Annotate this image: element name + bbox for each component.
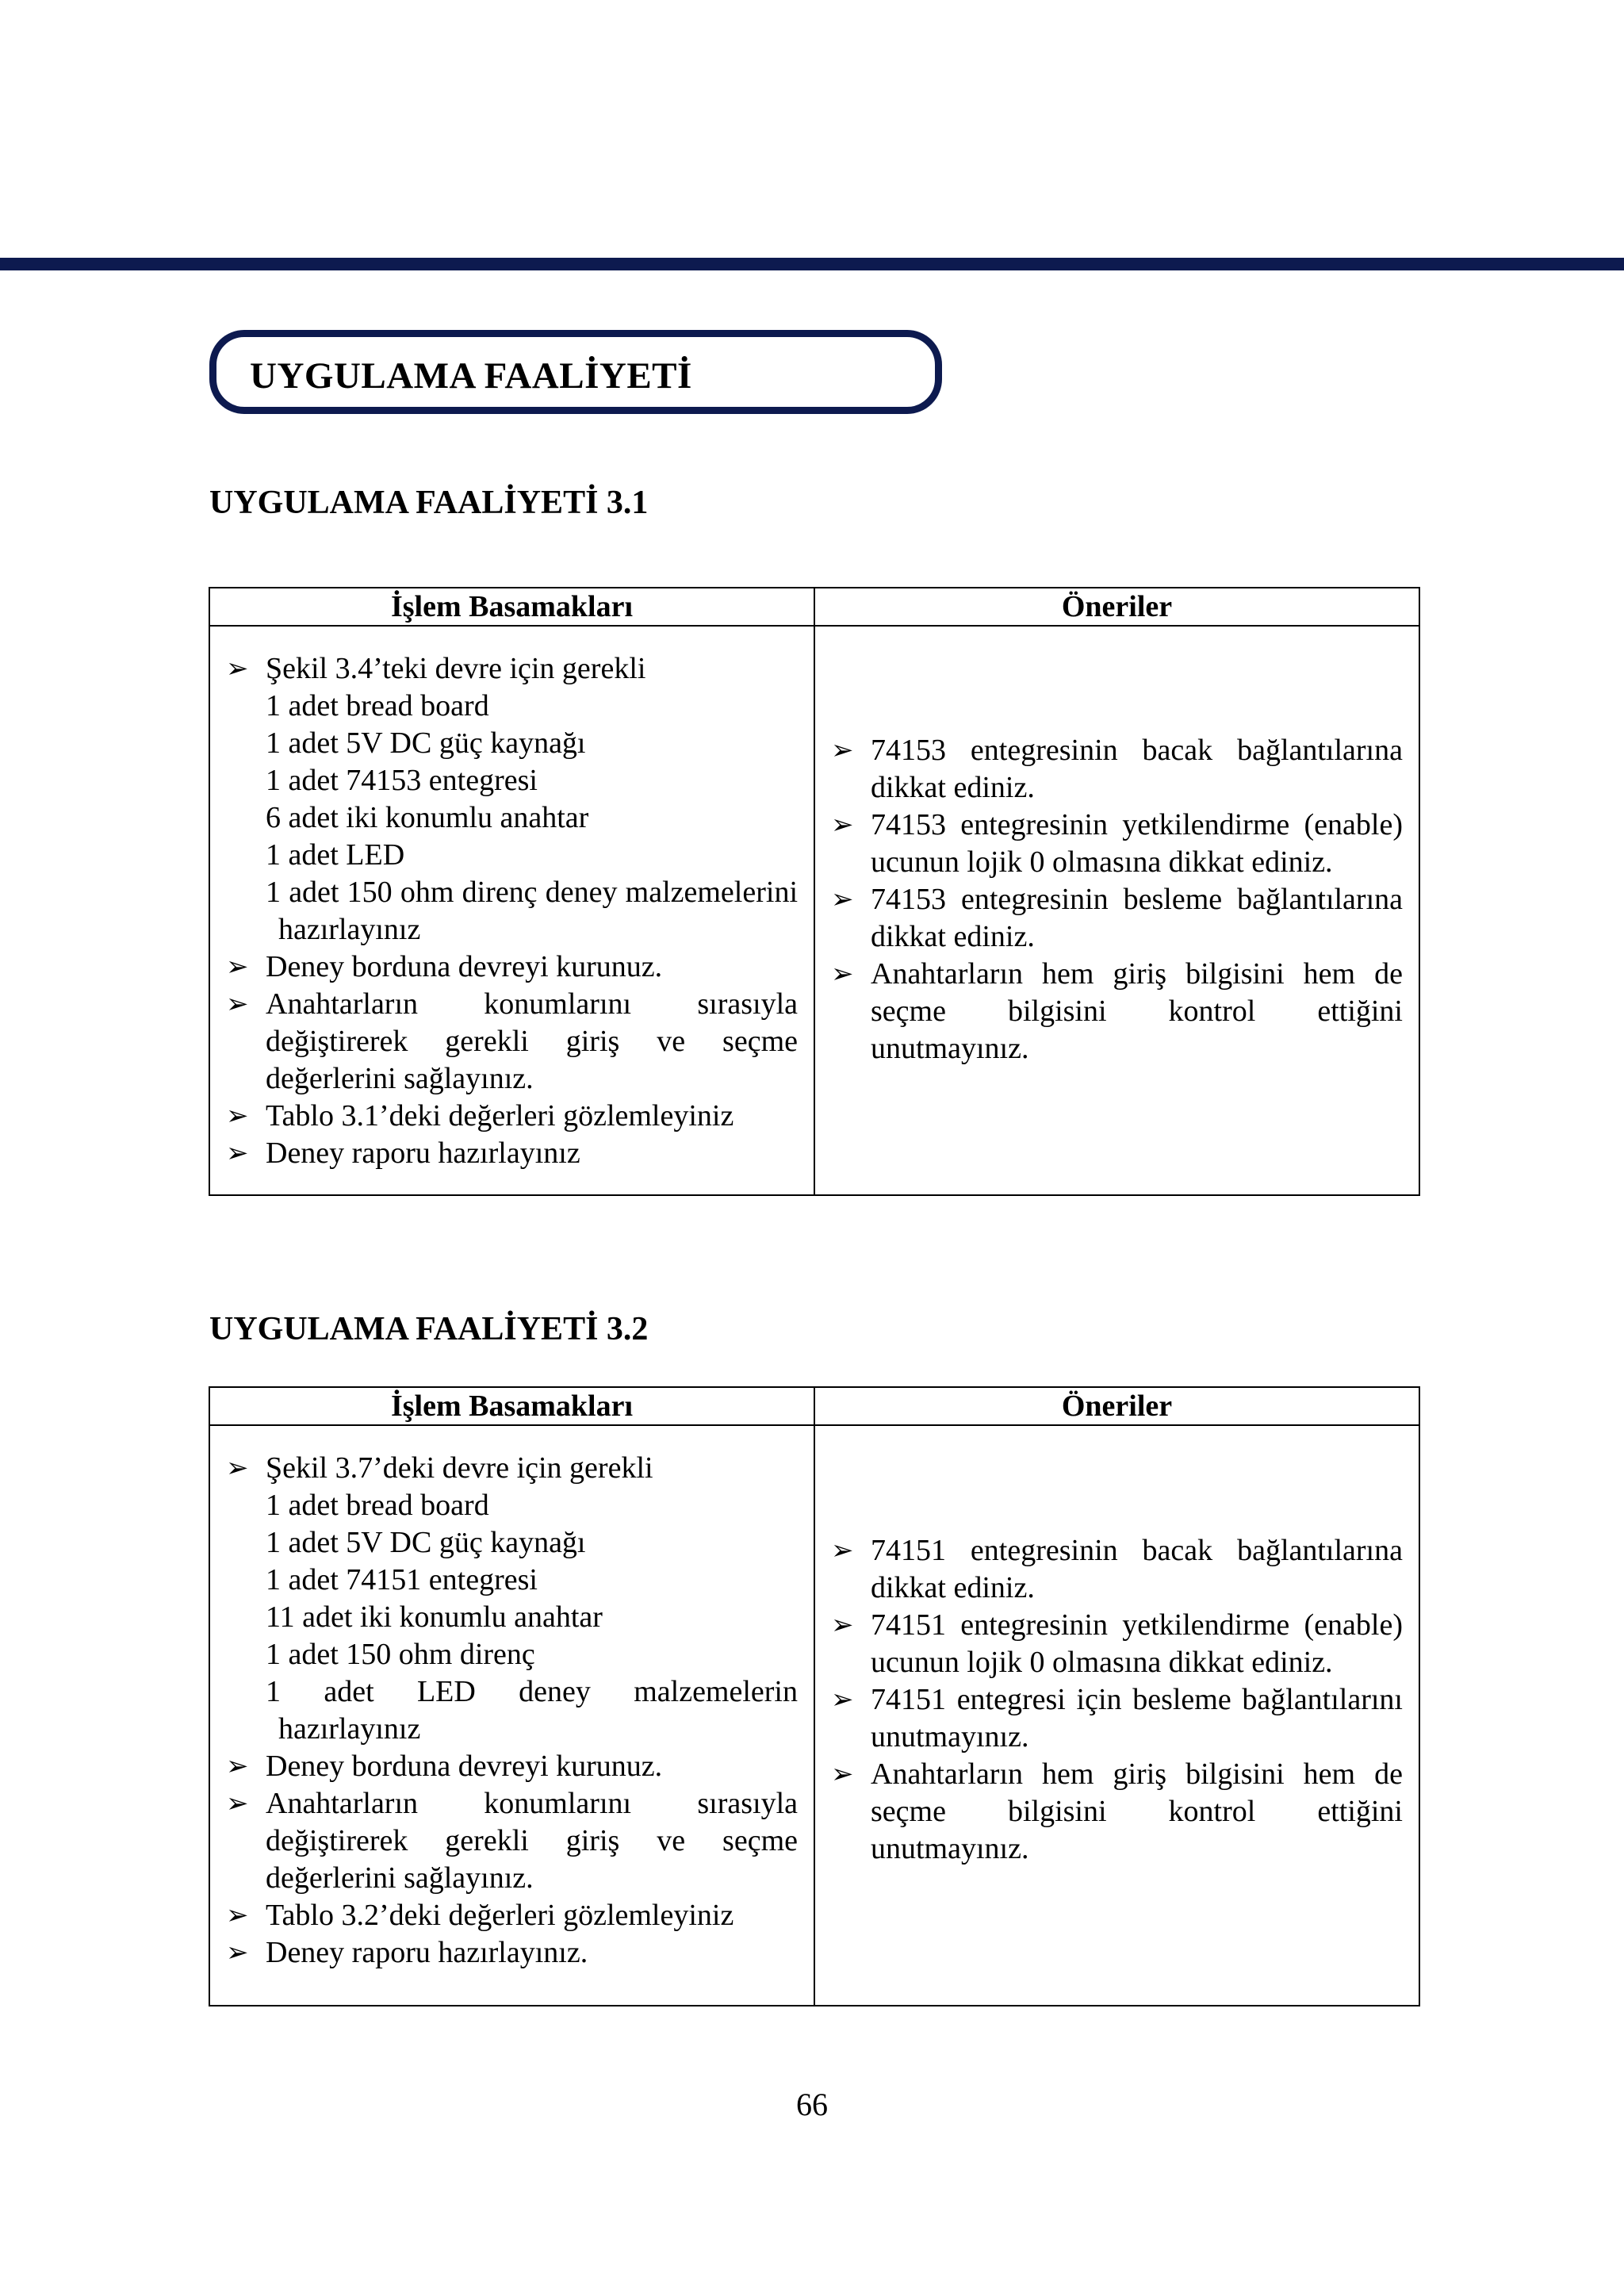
- arrowhead-bullet-icon: ➢: [226, 1139, 249, 1168]
- material-item: 1 adet 5V DC güç kaynağı: [266, 1526, 586, 1559]
- list-item: ➢ Deney raporu hazırlayınız: [226, 1135, 798, 1172]
- arrowhead-bullet-icon: ➢: [831, 959, 854, 989]
- arrowhead-bullet-icon: ➢: [226, 1938, 249, 1968]
- column-header-tips: Öneriler: [814, 588, 1419, 626]
- arrowhead-bullet-icon: ➢: [831, 884, 854, 914]
- column-header-steps: İşlem Basamakları: [209, 588, 814, 626]
- material-item: 11 adet iki konumlu anahtar: [266, 1600, 603, 1634]
- list-item: ➢ Deney borduna devreyi kurunuz.: [226, 949, 798, 986]
- arrowhead-bullet-icon: ➢: [831, 810, 854, 840]
- material-item: 6 adet iki konumlu anahtar: [266, 801, 589, 834]
- list-item: ➢ Anahtarların konumlarını sırasıyla değiştirerek gerekli giriş ve seçme değerlerini sağlayınız.: [226, 987, 798, 1095]
- arrowhead-bullet-icon: ➢: [226, 1102, 249, 1131]
- tip-item: ➢ Anahtarların hem giriş bilgisini hem de seçme bilgisini kontrol ettiğini unutmayınız.: [831, 956, 1403, 1065]
- top-rule: [0, 258, 1624, 270]
- material-item: 1 adet LED deney malzemelerin hazırlayınız: [266, 1675, 798, 1746]
- steps-cell: [209, 1425, 814, 2006]
- list-item: ➢ Deney raporu hazırlayınız.: [226, 1934, 798, 1972]
- tip-item: ➢ 74153 entegresinin yetkilendirme (enable) ucunun lojik 0 olmasına dikkat ediniz.: [831, 807, 1403, 879]
- arrowhead-bullet-icon: ➢: [226, 952, 249, 982]
- tip-item: ➢ 74153 entegresinin besleme bağlantılarına dikkat ediniz.: [831, 882, 1403, 953]
- column-header-tips: Öneriler: [814, 1387, 1419, 1425]
- column-header-steps: İşlem Basamakları: [209, 1387, 814, 1425]
- arrowhead-bullet-icon: ➢: [226, 1752, 249, 1781]
- material-item: 1 adet 5V DC güç kaynağı: [266, 726, 586, 760]
- material-item: 1 adet 74151 entegresi: [266, 1563, 538, 1596]
- list-item: ➢ Tablo 3.1’deki değerleri gözlemleyiniz: [226, 1098, 798, 1135]
- material-item: 1 adet LED: [266, 838, 405, 872]
- tip-item: ➢ 74151 entegresi için besleme bağlantılarını unutmayınız.: [831, 1682, 1403, 1753]
- arrowhead-bullet-icon: ➢: [831, 1610, 854, 1640]
- tips-cell: [814, 1425, 1419, 2006]
- arrowhead-bullet-icon: ➢: [226, 1454, 249, 1483]
- page-number: 66: [796, 2087, 828, 2122]
- steps-cell: [209, 626, 814, 1195]
- arrowhead-bullet-icon: ➢: [831, 735, 854, 765]
- tips-cell: [814, 626, 1419, 1195]
- activity-heading: UYGULAMA FAALİYETİ 3.1: [209, 485, 649, 521]
- list-item: ➢ Şekil 3.7’deki devre için gerekli: [226, 1450, 798, 1487]
- arrowhead-bullet-icon: ➢: [831, 1685, 854, 1715]
- activity-heading: UYGULAMA FAALİYETİ 3.2: [209, 1311, 649, 1347]
- tip-item: ➢ 74151 entegresinin yetkilendirme (enable) ucunun lojik 0 olmasına dikkat ediniz.: [831, 1608, 1403, 1679]
- section-title-box: [209, 330, 942, 414]
- arrowhead-bullet-icon: ➢: [226, 990, 249, 1019]
- list-item: ➢ Tablo 3.2’deki değerleri gözlemleyiniz: [226, 1897, 798, 1934]
- arrowhead-bullet-icon: ➢: [831, 1759, 854, 1789]
- arrowhead-bullet-icon: ➢: [831, 1535, 854, 1566]
- material-item: 1 adet 150 ohm direnç: [266, 1638, 535, 1671]
- arrowhead-bullet-icon: ➢: [226, 1789, 249, 1819]
- tip-item: ➢ Anahtarların hem giriş bilgisini hem de seçme bilgisini kontrol ettiğini unutmayınız.: [831, 1757, 1403, 1865]
- arrowhead-bullet-icon: ➢: [226, 654, 249, 684]
- tip-item: ➢ 74153 entegresinin bacak bağlantılarına dikkat ediniz.: [831, 733, 1403, 804]
- list-item: ➢ Deney borduna devreyi kurunuz.: [226, 1748, 798, 1785]
- material-item: 1 adet bread board: [266, 689, 489, 722]
- activity-table: [209, 1386, 1420, 2006]
- material-item: 1 adet 150 ohm direnç deney malzemelerini hazırlayınız: [266, 876, 798, 946]
- list-item: ➢ Şekil 3.4’teki devre için gerekli: [226, 650, 798, 688]
- material-item: 1 adet 74153 entegresi: [266, 764, 538, 797]
- tip-item: ➢ 74151 entegresinin bacak bağlantılarına dikkat ediniz.: [831, 1533, 1403, 1604]
- arrowhead-bullet-icon: ➢: [226, 1901, 249, 1930]
- activity-table: [209, 587, 1420, 1196]
- material-item: 1 adet bread board: [266, 1489, 489, 1522]
- list-item: ➢ Anahtarların konumlarını sırasıyla değiştirerek gerekli giriş ve seçme değerlerini sağlayınız.: [226, 1787, 798, 1895]
- section-title: UYGULAMA FAALİYETİ: [250, 355, 692, 397]
